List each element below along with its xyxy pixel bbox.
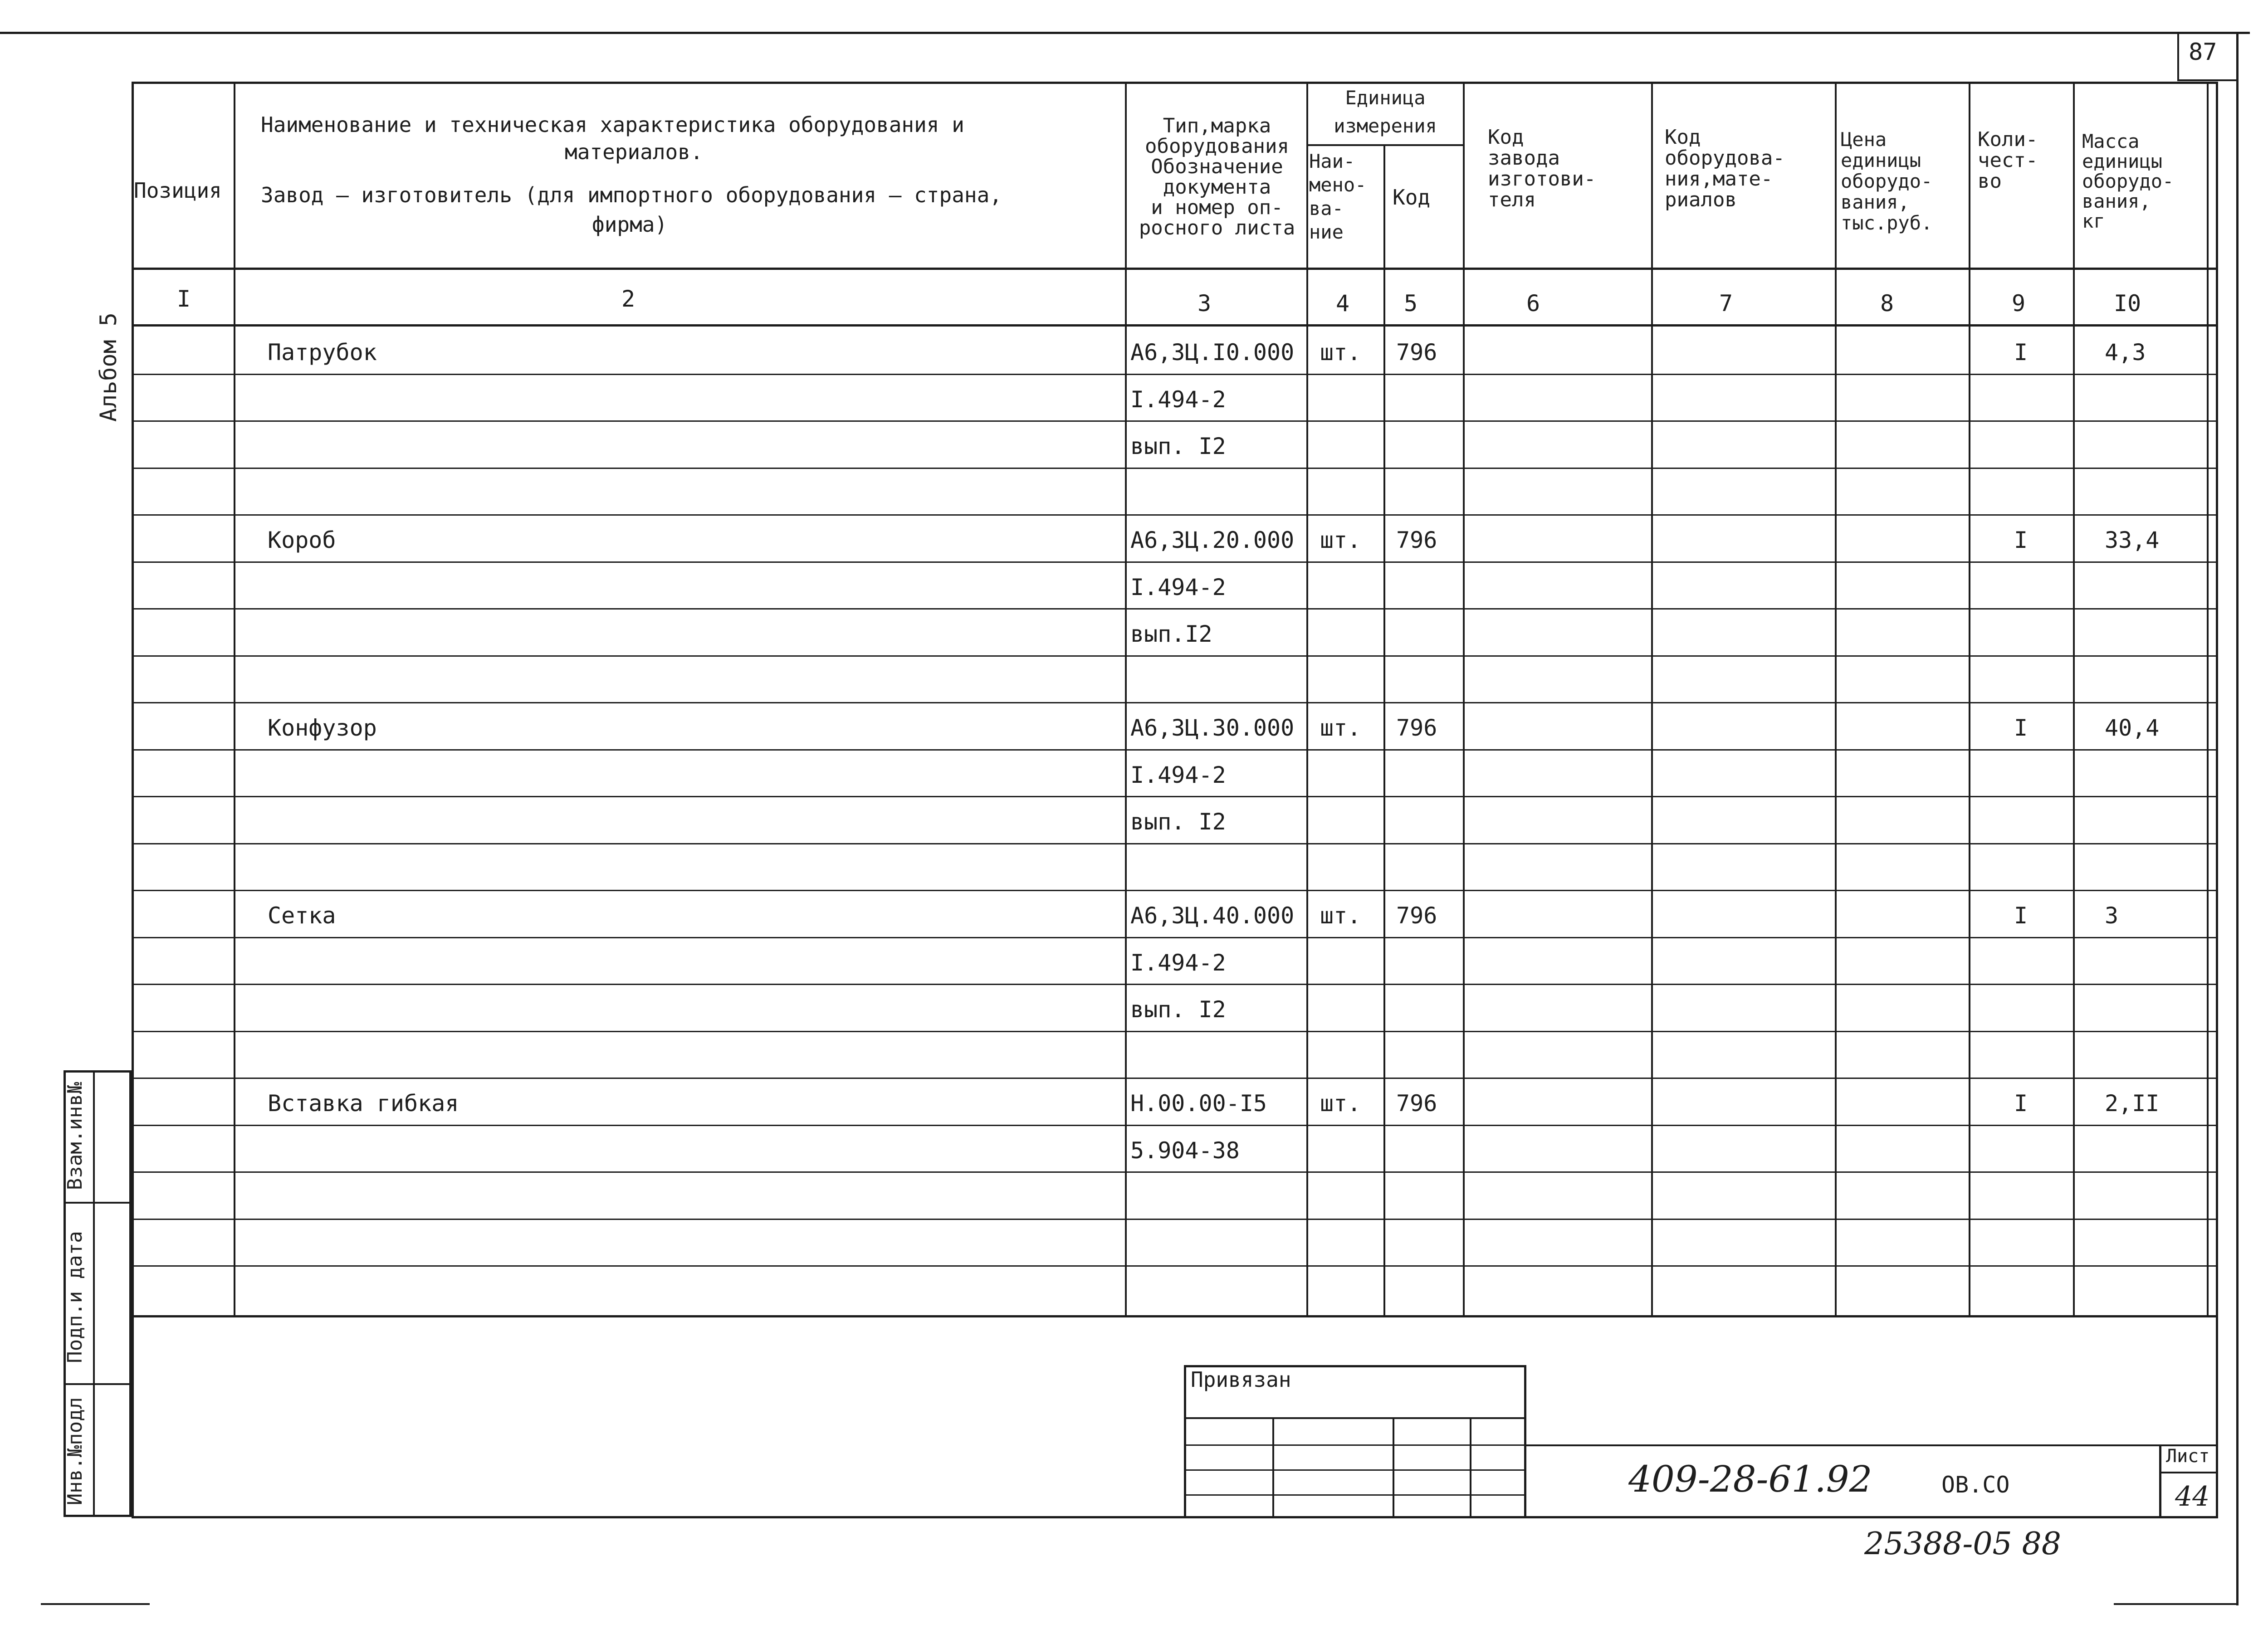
- header-type-line: Обозначение: [1151, 155, 1283, 178]
- row-separator: [132, 1171, 2218, 1173]
- col-line-2: [1125, 82, 1127, 1315]
- row-separator: [132, 514, 2218, 516]
- col-line-7: [1835, 82, 1837, 1315]
- header-type-line: документа: [1163, 176, 1271, 199]
- col-line-5: [1463, 82, 1465, 1315]
- col-number-5: 5: [1404, 290, 1418, 317]
- cell-name: Патрубок: [268, 339, 377, 366]
- archive-number: 25388-05 88: [1864, 1526, 2061, 1562]
- header-price-line: тыс.руб.: [1841, 212, 1933, 234]
- cell-mass: 3: [2105, 902, 2119, 929]
- cell-name: Вставка гибкая: [268, 1090, 459, 1117]
- page-number: 87: [2189, 39, 2217, 66]
- cell-qty: I: [2014, 1090, 2028, 1117]
- header-name-line4: фирма): [592, 212, 668, 237]
- cell-type: вып.I2: [1130, 621, 1212, 647]
- header-unit-name-line: ние: [1309, 221, 1344, 243]
- cell-code: 796: [1396, 339, 1437, 366]
- code-block-top: [1526, 1444, 2218, 1446]
- row-separator: [132, 890, 2218, 891]
- header-plant-code-line: Код: [1488, 126, 1524, 149]
- cell-mass: 4,3: [2105, 339, 2146, 366]
- cell-type: вып. I2: [1130, 996, 1226, 1023]
- row-separator: [132, 749, 2218, 751]
- bound-vline-3: [1470, 1417, 1471, 1517]
- document-suffix: ОВ.СО: [1941, 1472, 2010, 1498]
- cell-type: А6,3Ц.20.000: [1130, 527, 1295, 553]
- row-separator: [132, 1219, 2218, 1220]
- cell-qty: I: [2014, 527, 2028, 553]
- bottom-right-stub: [2114, 1603, 2239, 1605]
- cell-qty: I: [2014, 715, 2028, 741]
- header-price-line: единицы: [1841, 149, 1921, 171]
- cell-mass: 40,4: [2105, 715, 2160, 741]
- col-number-3: 3: [1198, 290, 1212, 317]
- bound-vline-1: [1272, 1417, 1274, 1517]
- header-equipment-code: [1665, 127, 1785, 210]
- header-mass: [2082, 132, 2174, 231]
- cell-type: I.494-2: [1130, 762, 1226, 788]
- cell-type: вып. I2: [1130, 433, 1226, 459]
- stamp-replaced-inventory: Взам.инв№: [64, 1082, 87, 1190]
- header-type-line: и номер оп-: [1151, 196, 1283, 219]
- stamp-inventory-number: Инв.№подл: [64, 1397, 87, 1506]
- cell-type: А6,3Ц.40.000: [1130, 902, 1295, 929]
- header-code: Код: [1393, 185, 1431, 210]
- col-number-10: I0: [2114, 290, 2141, 317]
- col-number-1: I: [177, 286, 191, 312]
- col-line-10: [2207, 82, 2209, 1315]
- bound-line-4: [1184, 1494, 1526, 1496]
- header-mass-line: вания,: [2082, 190, 2151, 212]
- row-separator: [132, 561, 2218, 563]
- row-separator: [132, 984, 2218, 985]
- cell-qty: I: [2014, 339, 2028, 366]
- cell-name: Короб: [268, 527, 336, 553]
- col-line-3: [1306, 82, 1308, 1315]
- header-mass-line: кг: [2082, 210, 2105, 232]
- col-line-9: [2073, 82, 2075, 1315]
- header-bottom-line: [132, 268, 2218, 270]
- header-quantity-line: чест-: [1978, 149, 2038, 172]
- row-separator: [132, 843, 2218, 844]
- col-line-6: [1651, 82, 1653, 1315]
- header-mass-line: единицы: [2082, 150, 2163, 172]
- col-number-9: 9: [2012, 290, 2026, 317]
- header-equipment-code-line: риалов: [1665, 188, 1737, 211]
- header-equipment-code-line: ния,мате-: [1665, 167, 1773, 190]
- cell-type: I.494-2: [1130, 574, 1226, 600]
- header-type: [1129, 116, 1305, 238]
- bound-line-2: [1184, 1444, 1526, 1446]
- header-price: [1841, 129, 1932, 234]
- header-plant-code: [1488, 127, 1596, 210]
- row-separator: [132, 374, 2218, 375]
- sheet-box-divider: [2159, 1472, 2218, 1473]
- header-mass-line: Масса: [2082, 130, 2140, 152]
- header-name-line2: материалов.: [565, 140, 703, 164]
- header-mass-line: оборудо-: [2082, 170, 2174, 192]
- bound-label: Привязан: [1191, 1367, 1291, 1392]
- cell-type: А6,3Ц.30.000: [1130, 715, 1295, 741]
- row-separator: [132, 1031, 2218, 1032]
- cell-type: I.494-2: [1130, 950, 1226, 976]
- cell-name: Конфузор: [268, 715, 377, 741]
- sheet-number: 44: [2175, 1481, 2210, 1512]
- row-separator: [132, 702, 2218, 703]
- row-separator: [132, 655, 2218, 657]
- bottom-left-stub: [41, 1603, 150, 1605]
- cell-mass: 2,II: [2105, 1090, 2160, 1117]
- cell-unit: шт.: [1320, 715, 1361, 741]
- header-quantity-line: во: [1978, 170, 2002, 193]
- header-name-line1: Наименование и техническая характеристика оборудования и: [261, 112, 964, 137]
- header-type-line: Тип,марка: [1163, 114, 1271, 137]
- bound-line-3: [1184, 1469, 1526, 1471]
- header-plant-code-line: изготови-: [1488, 167, 1596, 190]
- document-code: 409-28-61.92: [1628, 1458, 1872, 1500]
- row-separator: [132, 1265, 2218, 1267]
- col-number-8: 8: [1880, 290, 1894, 317]
- header-price-line: оборудо-: [1841, 170, 1933, 192]
- cell-type: А6,3Ц.I0.000: [1130, 339, 1295, 366]
- row-separator: [132, 468, 2218, 469]
- header-unit-group: [1309, 84, 1461, 140]
- col-line-8: [1969, 82, 1970, 1315]
- left-stamp-divider: [93, 1070, 95, 1517]
- header-unit-line: Единица: [1345, 87, 1426, 109]
- header-unit-name-line: ва-: [1309, 197, 1344, 219]
- header-unit-line: измерения: [1334, 115, 1437, 137]
- table-bottom-line: [132, 1315, 2218, 1317]
- unit-group-line: [1306, 144, 1463, 146]
- right-border-line: [2236, 32, 2239, 1605]
- table-frame: [132, 82, 2218, 1518]
- cell-type: вып. I2: [1130, 809, 1226, 835]
- header-price-line: вания,: [1841, 191, 1910, 213]
- row-separator: [132, 608, 2218, 610]
- cell-unit: шт.: [1320, 902, 1361, 929]
- row-separator: [132, 1125, 2218, 1126]
- numbers-bottom-line: [132, 324, 2218, 327]
- col-line-4: [1383, 145, 1385, 1315]
- col-number-7: 7: [1719, 290, 1733, 317]
- cell-code: 796: [1396, 527, 1437, 553]
- row-separator: [132, 796, 2218, 797]
- cell-code: 796: [1396, 1090, 1437, 1117]
- col-line-1: [234, 82, 235, 1315]
- cell-type: Н.00.00-I5: [1130, 1090, 1267, 1117]
- header-plant-code-line: теля: [1488, 188, 1536, 211]
- cell-qty: I: [2014, 902, 2028, 929]
- header-type-line: оборудования: [1145, 135, 1289, 158]
- row-separator: [132, 420, 2218, 422]
- left-stamp-sep-2: [64, 1383, 132, 1385]
- header-unit-name-line: Наи-: [1309, 150, 1355, 172]
- header-name-line3: Завод – изготовитель (для импортного оборудования – страна,: [261, 183, 1002, 207]
- col-number-6: 6: [1526, 290, 1540, 317]
- cell-unit: шт.: [1320, 527, 1361, 553]
- cell-type: 5.904-38: [1130, 1137, 1240, 1164]
- cell-unit: шт.: [1320, 1090, 1361, 1117]
- header-equipment-code-line: Код: [1665, 126, 1701, 149]
- header-unit-name: [1309, 150, 1382, 244]
- sheet-label: Лист: [2166, 1446, 2210, 1467]
- col-number-2: 2: [621, 286, 635, 312]
- cell-name: Сетка: [268, 902, 336, 929]
- cell-code: 796: [1396, 902, 1437, 929]
- row-separator: [132, 1078, 2218, 1079]
- header-quantity-line: Коли-: [1978, 128, 2038, 151]
- side-label: Альбом 5: [95, 312, 122, 422]
- cell-mass: 33,4: [2105, 527, 2160, 553]
- bound-line-1: [1184, 1417, 1526, 1419]
- row-separator: [132, 937, 2218, 938]
- col-number-4: 4: [1336, 290, 1350, 317]
- left-stamp-sep-1: [64, 1202, 132, 1204]
- cell-unit: шт.: [1320, 339, 1361, 366]
- header-plant-code-line: завода: [1488, 146, 1560, 170]
- stamp-signature-date: Подп.и дата: [64, 1231, 87, 1363]
- header-type-line: росного листа: [1139, 216, 1295, 239]
- cell-code: 796: [1396, 715, 1437, 741]
- bound-vline-2: [1393, 1417, 1394, 1517]
- header-price-line: Цена: [1841, 128, 1887, 151]
- header-unit-name-line: мено-: [1309, 174, 1367, 196]
- top-border-line: [0, 32, 2250, 34]
- cell-type: I.494-2: [1130, 386, 1226, 413]
- header-quantity: [1978, 129, 2038, 192]
- header-equipment-code-line: оборудова-: [1665, 146, 1785, 170]
- header-position: Позиция: [134, 178, 222, 203]
